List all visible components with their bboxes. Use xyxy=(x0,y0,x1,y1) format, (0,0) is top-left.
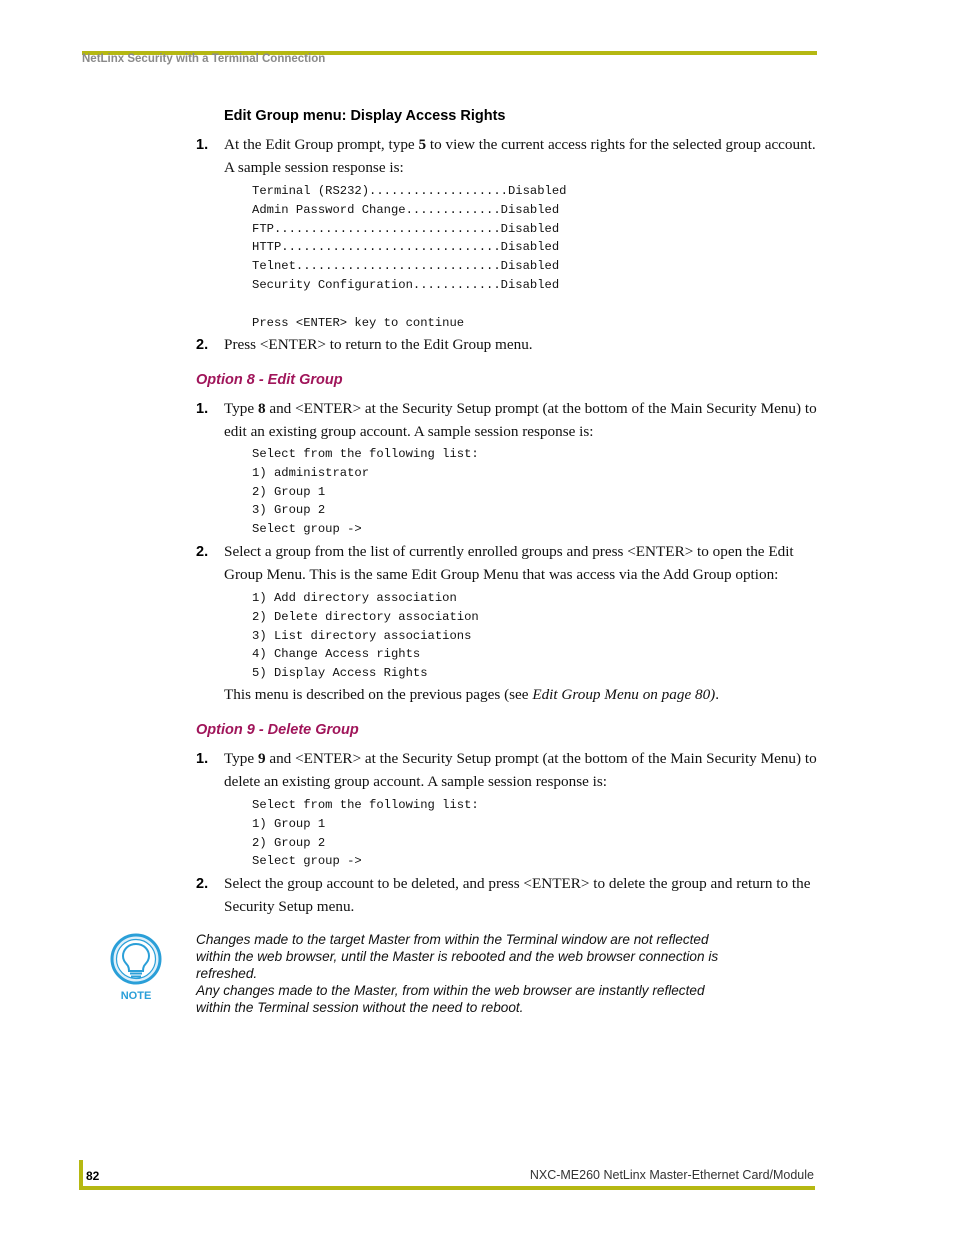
key-label: 9 xyxy=(257,750,266,767)
key-label: 8 xyxy=(257,400,266,417)
step-text: Press <ENTER> to return to the Edit Group menu. xyxy=(224,336,533,353)
note-label: NOTE xyxy=(120,990,152,1002)
step-number: 1. xyxy=(196,137,209,153)
code-sample-delete-group-list: Select from the following list: 1) Group 1 2) Group 2 Select group -> xyxy=(252,798,479,869)
note-paragraph: Changes made to the target Master from within the Terminal window are not reflected within the web browser, until the Master is rebooted and the web browser connection is refreshed. xyxy=(196,932,719,981)
cross-reference-link[interactable]: Edit Group Menu on page 80) xyxy=(532,686,716,703)
cross-reference-text: This menu is described on the previous pages (see Edit Group Menu on page 80). xyxy=(224,686,720,703)
step-number: 2. xyxy=(196,876,209,892)
section-heading-option-9: Option 9 - Delete Group xyxy=(196,722,359,738)
note-paragraph: Any changes made to the Master, from within the web browser are instantly reflected within the Terminal session without the need to reboot. xyxy=(196,983,705,1015)
step-number: 1. xyxy=(196,751,209,767)
page-number: 82 xyxy=(86,1169,100,1183)
running-header: NetLinx Security with a Terminal Connection xyxy=(82,53,326,65)
code-sample-access-rights: Terminal (RS232)...................Disabled Admin Password Change.............Disabled FTP...............................Disabled HTTP..............................Disabled Telnet............................Disabled Security Configuration............Disabled Press <ENTER> key to continue xyxy=(252,184,567,330)
step-text: Select a group from the list of currently enrolled groups and press <ENTER> to open the Edit Group Menu. This is the same Edit Group Menu that was access via the Add Group option: xyxy=(224,543,794,583)
step-number: 2. xyxy=(196,337,209,353)
step-text: Type 9 and <ENTER> at the Security Setup prompt (at the bottom of the Main Security Menu) to delete an existing group account. A sample session response is: xyxy=(224,750,817,790)
section-heading-option-8: Option 8 - Edit Group xyxy=(196,372,343,388)
note-callout xyxy=(196,931,736,1016)
key-label: 5 xyxy=(418,136,427,153)
step-number: 1. xyxy=(196,401,209,417)
step-text: Select the group account to be deleted, and press <ENTER> to delete the group and return to the Security Setup menu. xyxy=(224,875,811,915)
step-number: 2. xyxy=(196,544,209,560)
footer-rule xyxy=(79,1186,815,1190)
step-text: At the Edit Group prompt, type 5 to view the current access rights for the selected group account. A sample session response is: xyxy=(224,136,816,176)
step-text: Type 8 and <ENTER> at the Security Setup prompt (at the bottom of the Main Security Menu) to edit an existing group account. A sample session response is: xyxy=(224,400,817,440)
section-heading-display-access-rights: Edit Group menu: Display Access Rights xyxy=(224,108,506,124)
footer-document-title: NXC-ME260 NetLinx Master-Ethernet Card/Module xyxy=(529,1168,814,1182)
code-sample-edit-group-menu: 1) Add directory association 2) Delete directory association 3) List directory associations 4) Change Access rights 5) Display Access Rights xyxy=(252,591,479,681)
note-lightbulb-icon xyxy=(108,933,164,1003)
code-sample-group-list: Select from the following list: 1) administrator 2) Group 1 3) Group 2 Select group -> xyxy=(252,447,479,537)
